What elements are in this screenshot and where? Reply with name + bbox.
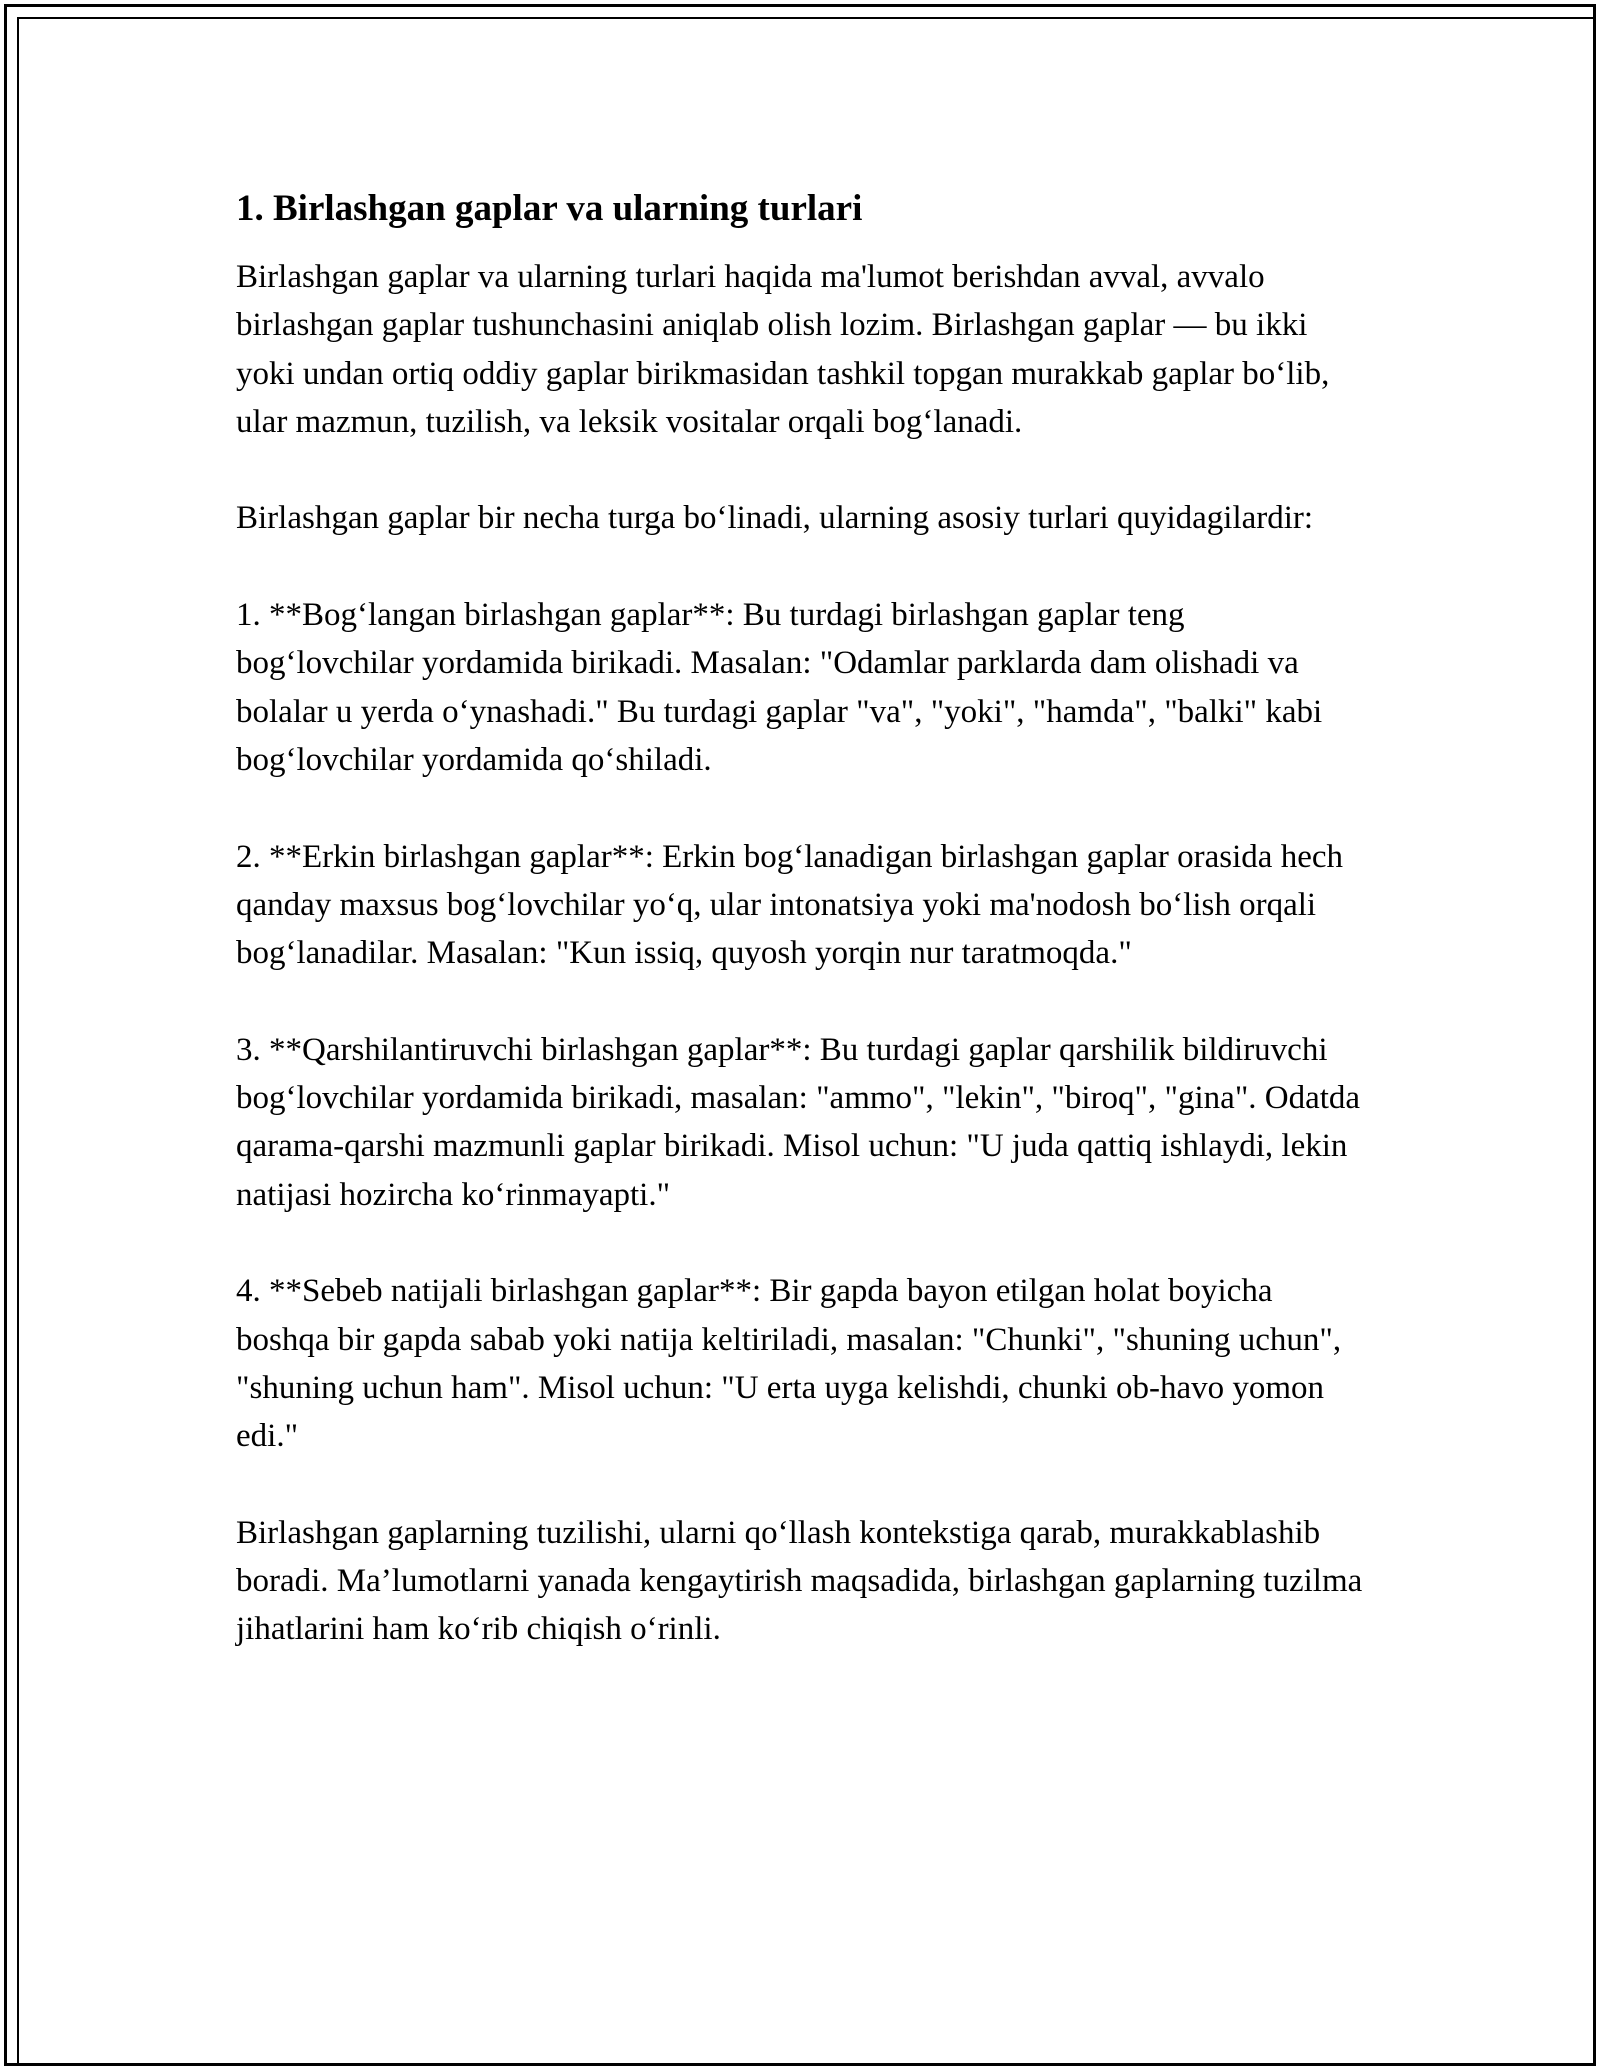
types-lead-paragraph: Birlashgan gaplar bir necha turga bo‘linadi, ularning asosiy turlari quyidagilardir:	[236, 500, 1314, 537]
page-title: 1. Birlashgan gaplar va ularning turlari	[236, 188, 863, 229]
document-body	[236, 185, 1366, 1702]
conclusion-paragraph: Birlashgan gaplarning tuzilishi, ularni qo‘llash kontekstiga qarab, murakkablashib boradi. Ma’lumotlarni yanada kengaytirish maqsadida, birlashgan gaplarning tuzilma jihatlarini ham ko‘rib chiqish o‘rinli.	[236, 1514, 1363, 1648]
list-item-free-sentences: 2. **Erkin birlashgan gaplar**: Erkin bog‘lanadigan birlashgan gaplar orasida hech qanday maxsus bog‘lovchilar yo‘q, ular intonatsiya yoki ma'nodosh bo‘lish orqali bog‘lanadilar. Masalan: "Kun issiq, quyosh yorqin nur taratmoqda."	[236, 838, 1343, 972]
list-item-contrastive-sentences: 3. **Qarshilantiruvchi birlashgan gaplar**: Bu turdagi gaplar qarshilik bildiruvchi bog‘lovchilar yordamida birikadi, masalan: "ammo", "lekin", "biroq", "gina". Odatda qarama-qarshi mazmunli gaplar birikadi. Misol uchun: "U juda qattiq ishlaydi, lekin natijasi hozircha ko‘rinmayapti."	[236, 1031, 1361, 1213]
intro-paragraph: Birlashgan gaplar va ularning turlari haqida ma'lumot berishdan avval, avvalo birlashgan gaplar tushunchasini aniqlab olish lozim. Birlashgan gaplar — bu ikki yoki undan ortiq oddiy gaplar birikmasidan tashkil topgan murakkab gaplar bo‘lib, ular mazmun, tuzilish, va leksik vositalar orqali bog‘lanadi.	[236, 259, 1330, 440]
list-item-connected-sentences: 1. **Bog‘langan birlashgan gaplar**: Bu turdagi birlashgan gaplar teng bog‘lovchilar yordamida birikadi. Masalan: "Odamlar parklarda dam olishadi va bolalar u yerda o‘ynashadi." Bu turdagi gaplar "va", "yoki", "hamda", "balki" kabi bog‘lovchilar yordamida qo‘shiladi.	[236, 597, 1323, 778]
list-item-causal-sentences: 4. **Sebeb natijali birlashgan gaplar**: Bir gapda bayon etilgan holat boyicha boshqa bir gapda sabab yoki natija keltiriladi, masalan: "Chunki", "shuning uchun", "shuning uchun ham". Misol uchun: "U erta uyga kelishdi, chunki ob-havo yomon edi."	[236, 1273, 1342, 1455]
